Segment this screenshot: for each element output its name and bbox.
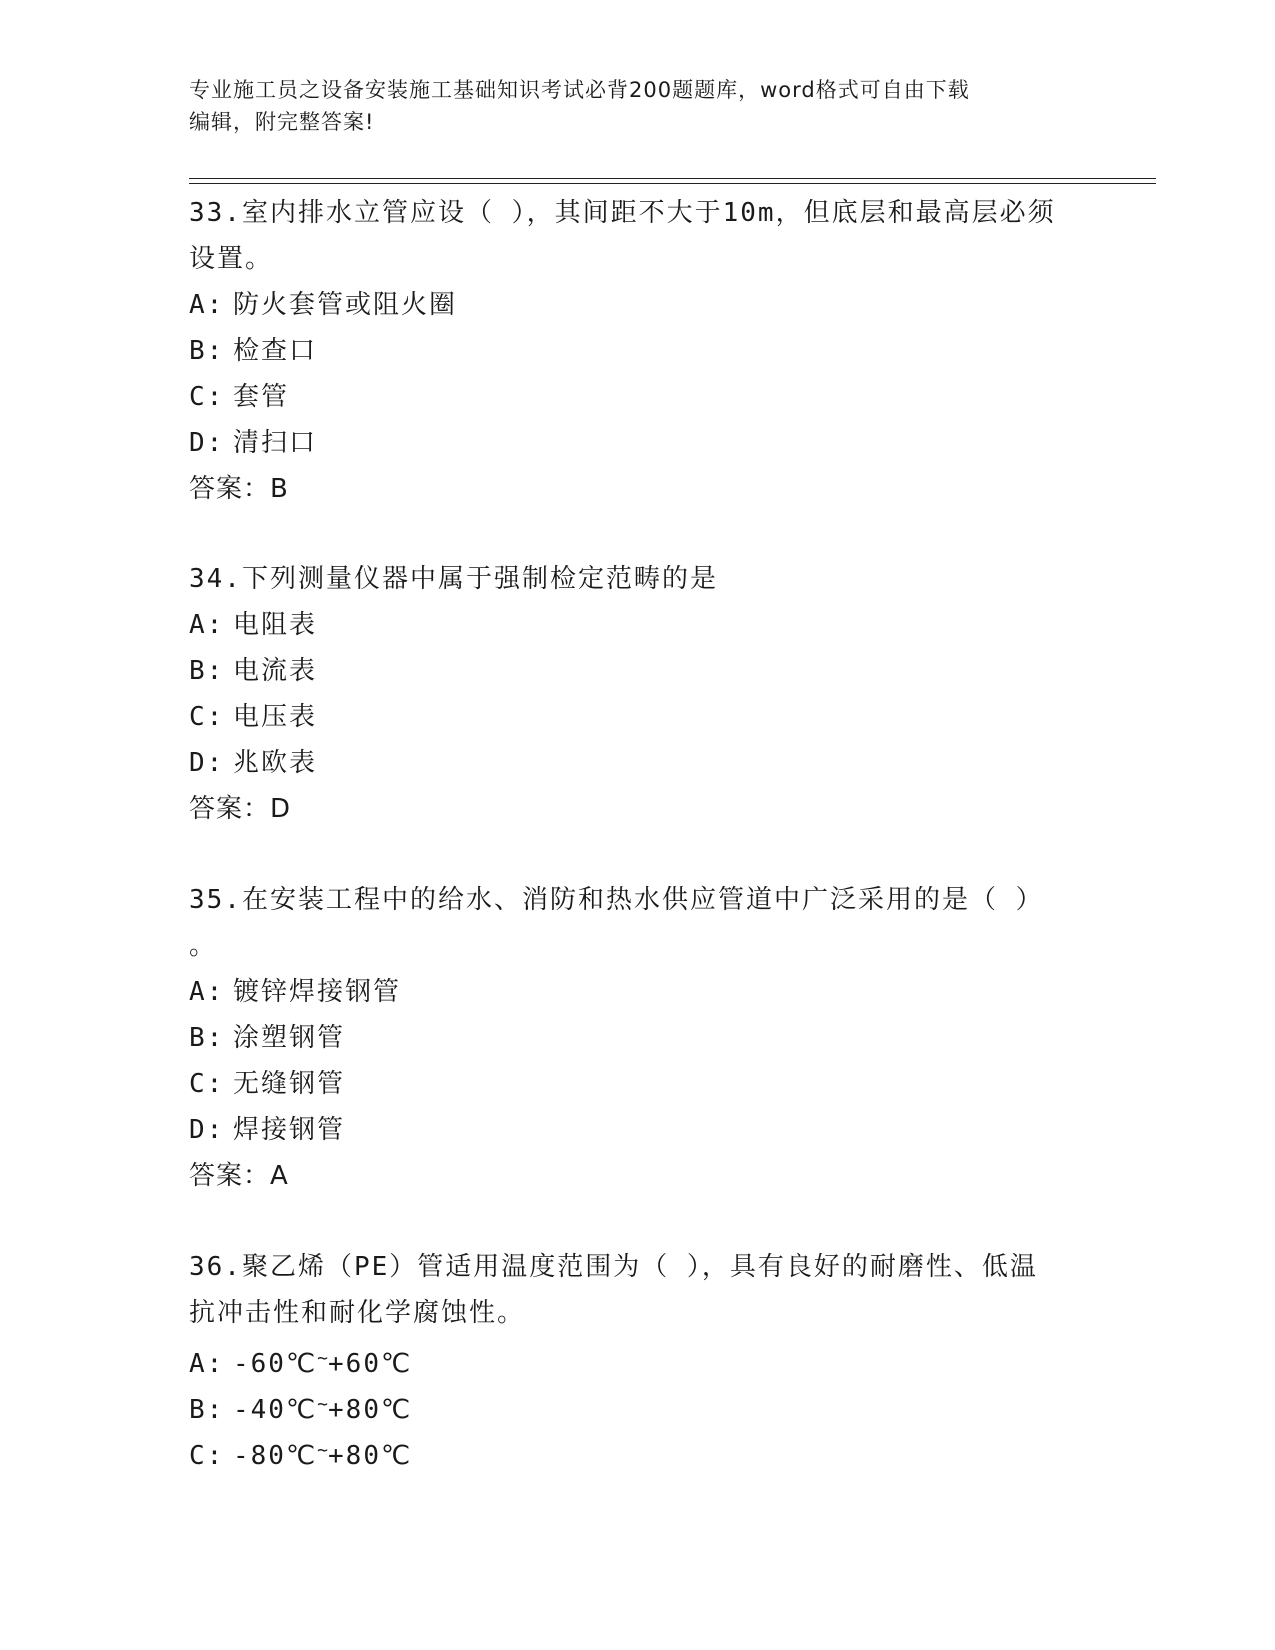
option-a [189, 282, 1089, 328]
option-letter: B: [189, 1395, 225, 1425]
header-rule-bottom [189, 183, 1156, 184]
option-letter: B: [189, 336, 225, 366]
answer-line: 答案：B [189, 474, 289, 504]
option-text: 焊接钢管 [233, 1115, 346, 1145]
header-rule-top [189, 178, 1156, 179]
option-letter: C: [189, 1441, 225, 1471]
question-stem: 35.在安装工程中的给水、消防和热水供应管道中广泛采用的是（ ） [189, 885, 1044, 915]
option-letter: C: [189, 1069, 225, 1099]
question-34 [189, 556, 1089, 832]
tilde-mark: ~ [317, 1394, 329, 1415]
question-stem: 36.聚乙烯（PE）管适用温度范围为（ ），具有良好的耐磨性、低温 [189, 1252, 1038, 1282]
option-text: 镀锌焊接钢管 [233, 977, 402, 1007]
question-stem-continued: 。 [189, 931, 218, 961]
option-text: 清扫口 [233, 428, 318, 458]
option-c [189, 694, 1089, 740]
option-text-from: -60℃ [233, 1349, 318, 1379]
document-header [189, 74, 1069, 138]
option-d [189, 740, 1089, 786]
option-text: 防火套管或阻火圈 [233, 290, 458, 320]
option-letter: B: [189, 656, 225, 686]
option-text: 电阻表 [233, 610, 318, 640]
option-a [189, 602, 1089, 648]
question-36 [189, 1244, 1089, 1474]
tilde-mark: ~ [317, 1440, 329, 1461]
option-letter: A: [189, 610, 225, 640]
option-b [189, 648, 1089, 694]
option-letter: A: [189, 290, 225, 320]
question-stem-continued: 设置。 [189, 244, 274, 274]
option-c [189, 1428, 1089, 1474]
option-d [189, 420, 1089, 466]
question-stem: 33.室内排水立管应设（ ），其间距不大于10m，但底层和最高层必须 [189, 198, 1056, 228]
option-text-to: +80℃ [328, 1395, 413, 1425]
option-a [189, 1336, 1089, 1382]
option-text-to: +60℃ [328, 1349, 413, 1379]
option-text: 电流表 [233, 656, 318, 686]
option-letter: A: [189, 977, 225, 1007]
option-letter: A: [189, 1349, 225, 1379]
option-a [189, 969, 1089, 1015]
option-text: 兆欧表 [233, 748, 318, 778]
question-stem-continued: 抗冲击性和耐化学腐蚀性。 [189, 1298, 526, 1328]
header-line-1: 专业施工员之设备安装施工基础知识考试必背200题题库，word格式可自由下载 [189, 78, 970, 102]
option-letter: D: [189, 428, 225, 458]
option-text: 套管 [233, 382, 290, 412]
question-stem: 34.下列测量仪器中属于强制检定范畴的是 [189, 564, 718, 594]
option-b [189, 328, 1089, 374]
answer-line: 答案：D [189, 794, 292, 824]
option-letter: D: [189, 748, 225, 778]
option-text-from: -40℃ [233, 1395, 318, 1425]
option-c [189, 1061, 1089, 1107]
option-b [189, 1015, 1089, 1061]
option-letter: B: [189, 1023, 225, 1053]
question-33 [189, 190, 1089, 512]
option-text: 无缝钢管 [233, 1069, 346, 1099]
option-letter: C: [189, 702, 225, 732]
option-d [189, 1107, 1089, 1153]
option-letter: C: [189, 382, 225, 412]
tilde-mark: ~ [317, 1348, 329, 1369]
option-text-from: -80℃ [233, 1441, 318, 1471]
option-text: 涂塑钢管 [233, 1023, 346, 1053]
option-letter: D: [189, 1115, 225, 1145]
option-c [189, 374, 1089, 420]
option-b [189, 1382, 1089, 1428]
option-text: 检查口 [233, 336, 318, 366]
option-text: 电压表 [233, 702, 318, 732]
answer-line: 答案：A [189, 1161, 289, 1191]
header-line-2: 编辑，附完整答案! [189, 110, 375, 134]
question-35 [189, 877, 1089, 1199]
option-text-to: +80℃ [328, 1441, 413, 1471]
